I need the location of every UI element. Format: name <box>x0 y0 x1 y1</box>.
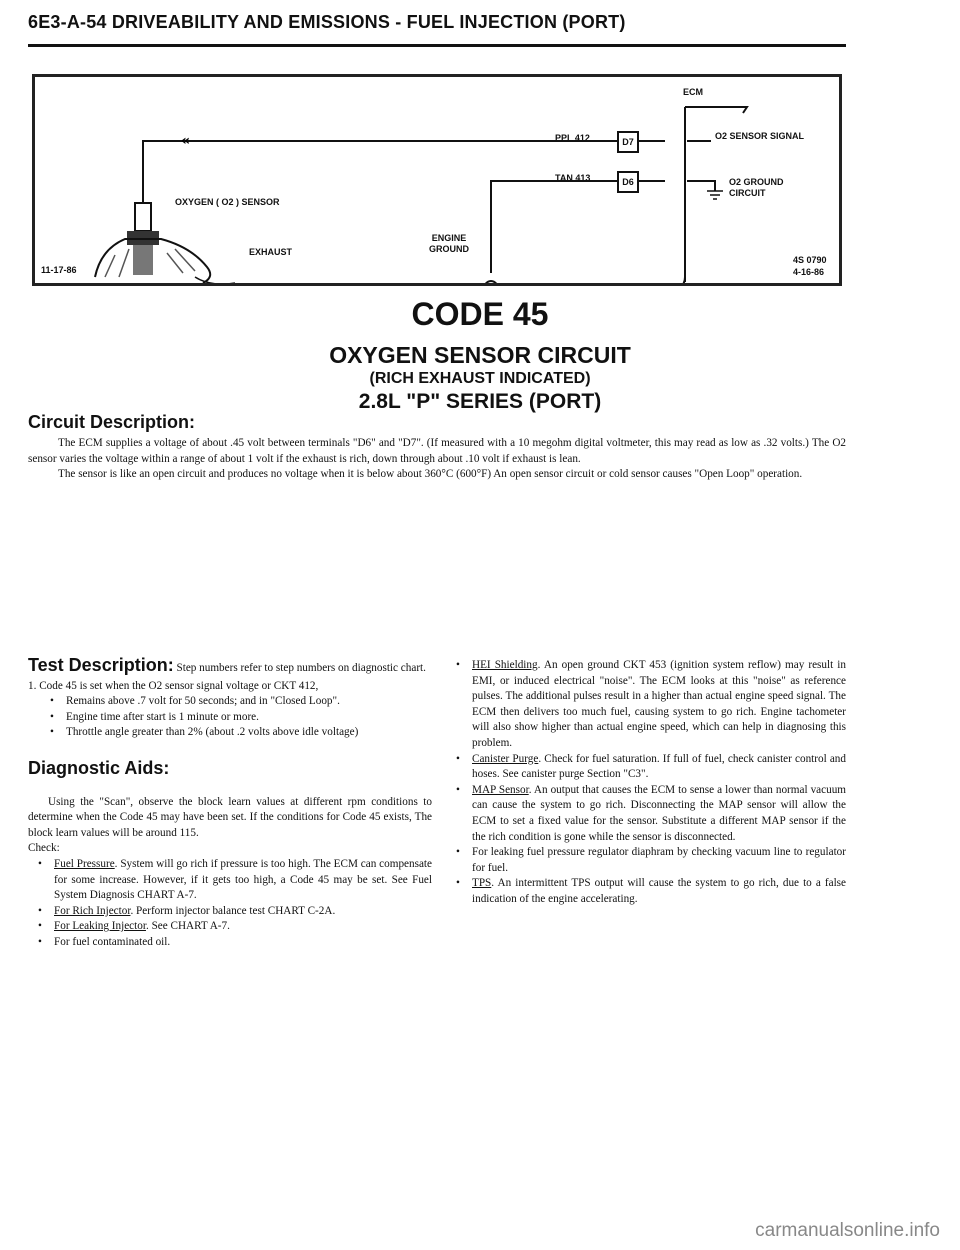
ecm-pin-d7: D7 <box>617 131 639 153</box>
circuit-description-heading: Circuit Description: <box>28 412 196 432</box>
diagram-date-left: 11-17-86 <box>41 265 77 275</box>
test-bullet: • Engine time after start is 1 minute or more. <box>50 710 259 723</box>
ecm-pin-d6: D6 <box>617 171 639 193</box>
circuit-description-p2: The sensor is like an open circuit and produces no voltage when it is below about 360°C (600°F) An open sensor circuit or cold sensor causes "Open Loop" operation. <box>58 468 803 481</box>
test-step-1: 1. Code 45 is set when the O2 sensor signal voltage or CKT 412, <box>28 679 319 692</box>
o2-ground-circuit-label: O2 GROUND CIRCUIT <box>729 177 784 198</box>
diagnostic-aids-list <box>28 857 432 951</box>
circuit-description-p1: The ECM supplies a voltage of about .45 volt between terminals "D6" and "D7". (If measured with a 10 megohm digital voltmeter, this may read as low as .32 volts.) The O2 sensor varies the voltage within a range of about 1 volt if the exhaust is rich, down through about .10 volt if exhaust is lean. <box>28 437 846 465</box>
right-item: • HEI Shielding. An open ground CKT 453 (ignition system reflow) may result in EMI, or induced electrical "noise". The ECM looks at this "noise" as reference pulses. The additional pulses result in a higher than actual engine speed signal. The ECM then delivers too much fuel, causing system to go rich. Engine tachometer will also show higher than actual engine speed, which can help in diagnosing this problem. <box>456 659 846 749</box>
right-item: • MAP Sensor. An output that causes the ECM to sense a lower than normal vacuum can cause the system to go rich. Disconnecting the MAP sensor will allow the ECM to set a fixed value for the sensor. Substitute a different MAP sensor if the the rich condition is gone while the sensor is disconnected. <box>456 783 846 843</box>
svg-text:«: « <box>181 133 191 149</box>
left-column <box>28 655 432 951</box>
wire-tan-413-label: TAN 413 <box>555 173 591 183</box>
aids-item: • For Leaking Injector. See CHART A-7. <box>38 920 230 933</box>
circuit-description <box>28 436 846 483</box>
series-title: 2.8L "P" SERIES (PORT) <box>358 390 602 413</box>
test-description-heading: Test Description: <box>28 655 174 675</box>
header-rule <box>28 44 846 47</box>
o2-sensor-signal-label: O2 SENSOR SIGNAL <box>715 131 805 141</box>
ecm-label: ECM <box>683 87 703 97</box>
diagram-code-right: 4S 0790 <box>793 255 827 265</box>
sub-title: (RICH EXHAUST INDICATED) <box>369 370 591 387</box>
test-description <box>28 655 432 677</box>
test-step-1-bullets <box>28 694 432 741</box>
code-title: CODE 45 <box>411 296 549 332</box>
aids-item: • Fuel Pressure. System will go rich if pressure is too high. The ECM can compensate for some increase. However, if it gets too high, a Code 45 may be set. See Fuel System Diagnosis CHART A-7. <box>38 857 432 902</box>
wiring-diagram <box>32 74 842 286</box>
engine-ground-label: ENGINE GROUND <box>429 233 469 254</box>
diagnostic-aids-heading: Diagnostic Aids: <box>28 757 170 778</box>
right-item: • For leaking fuel pressure regulator diaphram by checking vacuum line to regulator for fuel. <box>456 846 846 874</box>
aids-item: • For fuel contaminated oil. <box>38 935 171 948</box>
diagnostic-aids-check: Check: <box>28 842 60 855</box>
diagnostic-aids-intro: Using the "Scan", observe the block learn values at different rpm conditions to determine when the Code 45 may have been set. If the conditions for Code 45 exists, The block learn values will be around 115. <box>28 795 432 839</box>
test-description-intro: Step numbers refer to step numbers on diagnostic chart. <box>176 662 426 674</box>
test-bullet: • Remains above .7 volt for 50 seconds; and in "Closed Loop". <box>50 695 340 708</box>
diagram-date-right: 4-16-86 <box>793 267 825 277</box>
right-column <box>454 658 846 908</box>
right-column-list <box>454 658 846 908</box>
aids-item: • For Rich Injector. Perform injector balance test CHART C-2A. <box>38 904 336 917</box>
wire-ppl-412-label: PPL 412 <box>555 133 590 143</box>
test-bullet: • Throttle angle greater than 2% (about .2 volts above idle voltage) <box>50 726 359 739</box>
main-title: OXYGEN SENSOR CIRCUIT <box>329 342 631 368</box>
watermark: carmanualsonline.info <box>755 1220 940 1241</box>
right-item: • TPS. An intermittent TPS output will cause the system to go rich, due to a false indication of the engine accelerating. <box>456 877 846 905</box>
page-header: 6E3-A-54 DRIVEABILITY AND EMISSIONS - FUEL INJECTION (PORT) <box>28 12 626 32</box>
right-item: • Canister Purge. Check for fuel saturation. If full of fuel, check canister control and hoses. See canister purge Section "C3". <box>456 752 846 781</box>
exhaust-label: EXHAUST <box>249 247 293 257</box>
oxygen-sensor-label: OXYGEN ( O2 ) SENSOR <box>175 197 280 207</box>
